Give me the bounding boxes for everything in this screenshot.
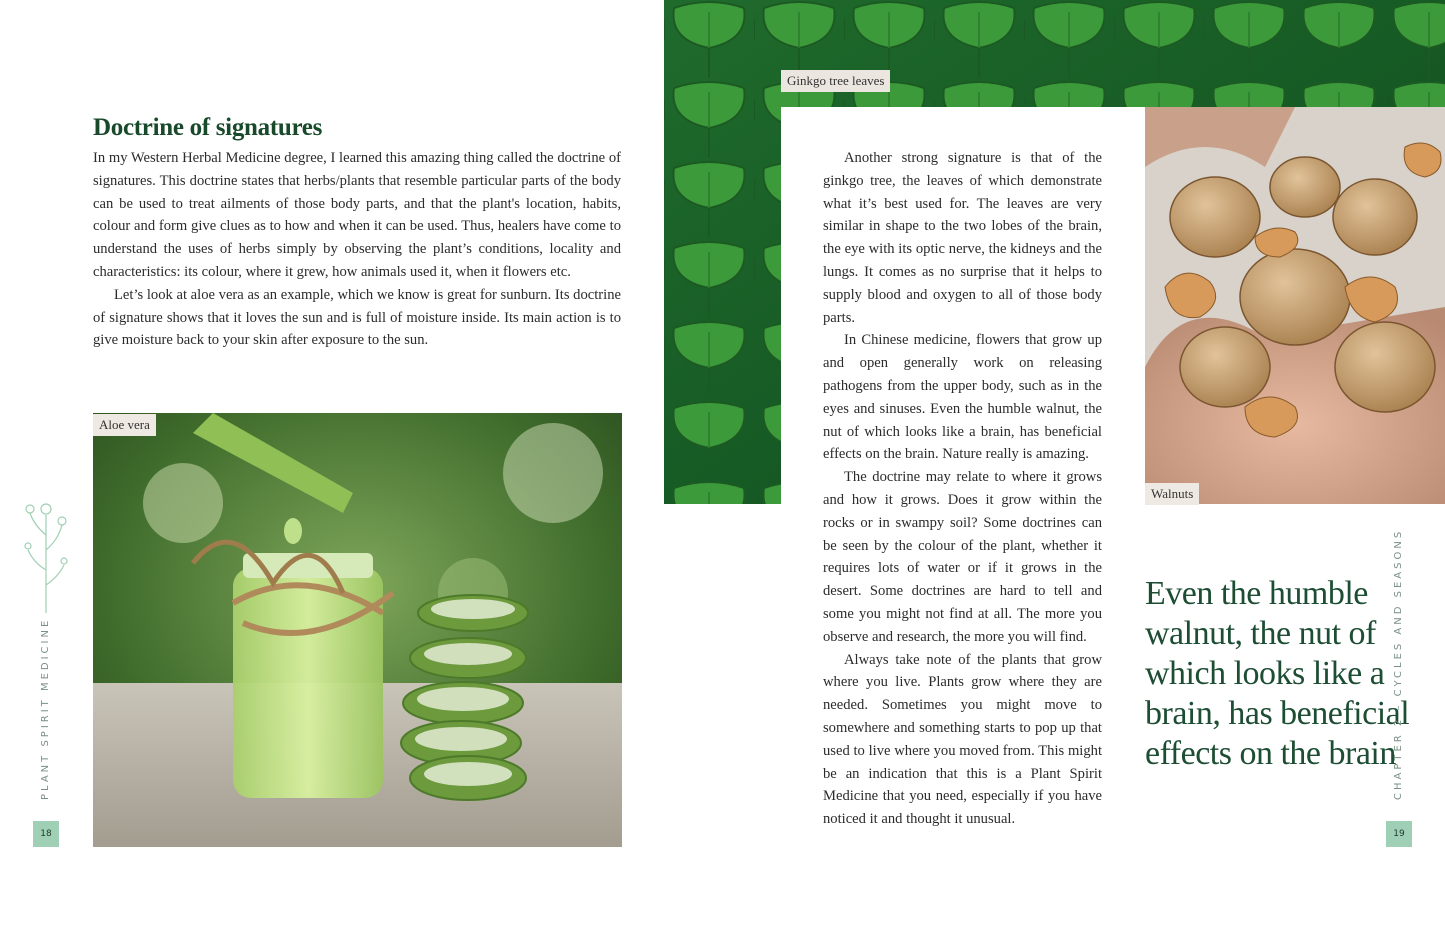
left-running-head: PLANT SPIRIT MEDICINE <box>40 617 51 800</box>
right-paragraph-1: Another strong signature is that of the ginkgo tree, the leaves of which demonstrate what it’s best used for. The leaves are very similar in shape to the two lobes of the brain, the eye with its optic nerve, the kidneys and the lungs. It comes as no surprise that it helps to supply blood and oxygen to all of those body parts. <box>823 150 1102 326</box>
left-paragraph-1: In my Western Herbal Medicine degree, I learned this amazing thing called the doctrine of signatures. This doctrine states that herbs/plants that resemble particular parts of the body can be used to treat ailments of those body parts, and that the plant's location, habits, colour and form give clues as to how and when it can be used. Thus, healers have come to understand the uses of herbs simply by observing the plant’s conditions, locality and characteristics: its colour, where it grew, how animals used it, when it flowers etc. <box>93 150 621 280</box>
right-paragraph-2: In Chinese medicine, flowers that grow up and open generally work on releasing pathogens from the upper body, such as in the eyes and sinuses. Even the humble walnut, the nut of which looks like a brain, has beneficial effects on the brain. Nature really is amazing. <box>823 332 1102 463</box>
botanical-sprig-icon <box>22 495 70 613</box>
left-paragraph-2: Let’s look at aloe vera as an example, which we know is great for sunburn. Its doctrine of signature shows that it loves the sun and is full of moisture inside. Its main action is to give moisture back to your skin after exposure to the sun. <box>93 286 621 349</box>
right-paragraph-4: Always take note of the plants that grow where you live. Plants grow where they are needed. Sometimes you might move to somewhere and something starts to pop up that used to live where you moved from. This might be an indication that this is a Plant Spirit Medicine that you need, especially if you have noticed it and thought it unusual. <box>823 651 1102 828</box>
aloe-vera-photo <box>93 413 622 847</box>
aloe-vera-caption: Aloe vera <box>93 414 156 436</box>
right-running-head: CHAPTER 2 – CYCLES AND SEASONS <box>1393 528 1404 800</box>
left-body-text <box>93 147 621 352</box>
walnuts-photo <box>1145 107 1445 504</box>
right-page-number: 19 <box>1386 821 1412 847</box>
left-page-number: 18 <box>33 821 59 847</box>
aloe-vera-illustration <box>93 413 622 847</box>
walnuts-caption: Walnuts <box>1145 483 1199 505</box>
pull-quote: Even the humble walnut, the nut of which looks like a brain, has beneficial effects on the brain <box>1145 575 1410 772</box>
ginkgo-caption: Ginkgo tree leaves <box>781 70 890 92</box>
section-heading: Doctrine of signatures <box>93 114 323 141</box>
right-paragraph-3: The doctrine may relate to where it grows and how it grows. Does it grow within the rocks or in swampy soil? Some doctrines can be seen by the colour of the plant, whether it requires lots of water or if it grows in the desert. Some doctrines are hard to tell and some you might not find at all. The more you observe and research, the more you will find. <box>823 469 1102 645</box>
walnuts-illustration <box>1145 107 1445 504</box>
right-body-text <box>823 147 1102 831</box>
